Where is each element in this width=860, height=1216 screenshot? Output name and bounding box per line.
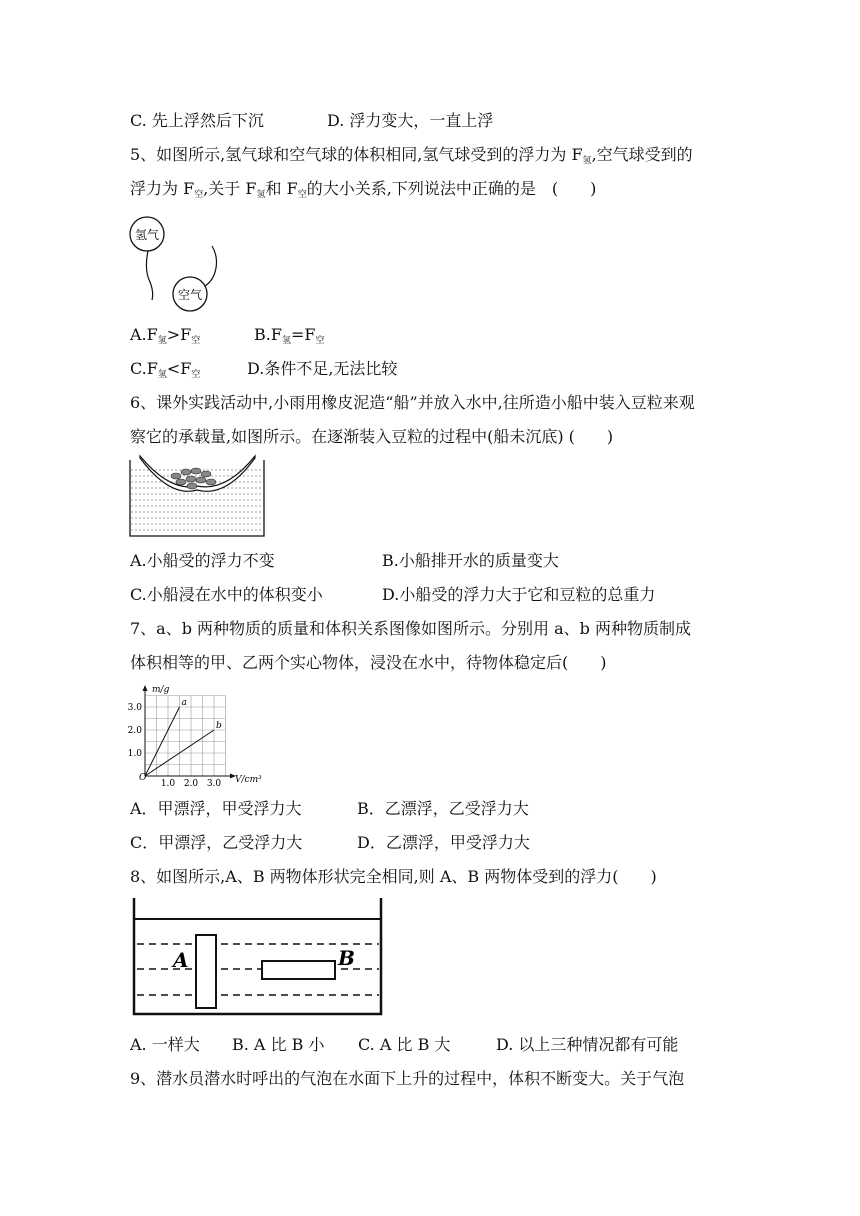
object-b-label: B xyxy=(338,946,355,970)
q9-stem-line1: 9、潜水员潜水时呼出的气泡在水面下上升的过程中，体积不断变大。关于气泡 xyxy=(130,1069,685,1088)
q6-option-c: C.小船浸在水中的体积变小 xyxy=(130,585,323,604)
q6-stem-line1: 6、课外实践活动中,小雨用橡皮泥造“船”并放入水中,往所造小船中装入豆粒来观 xyxy=(130,393,695,412)
q7-stem-line2: 体积相等的甲、乙两个实心物体，浸没在水中，待物体稳定后( ) xyxy=(130,653,607,672)
q7-option-d: D．乙漂浮，甲受浮力大 xyxy=(357,833,530,852)
q7-stem-line1: 7、a、b 两种物质的质量和体积关系图像如图所示。分别用 a、b 两种物质制成 xyxy=(130,619,692,638)
y-tick-label: 2.0 xyxy=(127,726,142,736)
y-axis-arrow xyxy=(143,685,148,691)
q4-option-c: C. 先上浮然后下沉 xyxy=(130,111,264,130)
q6-option-a: A.小船受的浮力不变 xyxy=(130,551,275,570)
q5-option-c: C.F氢<F空 xyxy=(130,359,201,380)
q5-option-d: D.条件不足,无法比较 xyxy=(247,359,398,378)
q8-stem-line1: 8、如图所示,A、B 两物体形状完全相同,则 A、B 两物体受到的浮力( ) xyxy=(130,867,657,886)
q5-option-a: A.F氢>F空 xyxy=(130,325,201,346)
q5-stem-line2: 浮力为 F空,关于 F氢和 F空的大小关系,下列说法中正确的是 ( ) xyxy=(130,179,597,200)
q7-option-a: A．甲漂浮，甲受浮力大 xyxy=(130,799,302,818)
object-a-label: A xyxy=(173,948,189,972)
y-tick-label: 3.0 xyxy=(127,703,142,713)
air-balloon-string xyxy=(205,246,217,286)
q4-option-d: D. 浮力变大，一直上浮 xyxy=(327,111,494,130)
q6-option-b: B.小船排开水的质量变大 xyxy=(382,551,559,570)
hydrogen-balloon-string xyxy=(146,251,152,300)
q7-option-c: C．甲漂浮，乙受浮力大 xyxy=(130,833,303,852)
hydrogen-balloon-label: 氢气 xyxy=(134,228,160,242)
x-tick-label: 3.0 xyxy=(206,779,222,789)
y-axis-label: m/g xyxy=(152,685,170,695)
series-label-a: a xyxy=(181,698,187,708)
q5-stem-line1: 5、如图所示,氢气球和空气球的体积相同,氢气球受到的浮力为 F氢,空气球受到的 xyxy=(130,145,693,166)
q6-option-d: D.小船受的浮力大于它和豆粒的总重力 xyxy=(382,585,656,604)
q8-option-d: D. 以上三种情况都有可能 xyxy=(496,1035,679,1054)
q8-container-figure xyxy=(133,897,383,1017)
object-b xyxy=(262,961,335,979)
x-tick-label: 2.0 xyxy=(183,779,199,789)
q8-option-b: B. A 比 B 小 xyxy=(232,1035,325,1054)
air-balloon-label: 空气 xyxy=(177,288,203,302)
object-a xyxy=(196,935,216,1008)
q7-option-b: B．乙漂浮，乙受浮力大 xyxy=(357,799,529,818)
series-label-b: b xyxy=(216,721,222,731)
q6-stem-line2: 察它的承载量,如图所示。在逐渐装入豆粒的过程中(船未沉底) ( ) xyxy=(130,427,614,446)
q7-mass-volume-chart xyxy=(125,682,265,787)
origin-label: O xyxy=(139,773,147,783)
q5-option-b: B.F氢=F空 xyxy=(254,325,325,346)
q8-option-a: A. 一样大 xyxy=(130,1035,200,1054)
y-tick-label: 1.0 xyxy=(127,749,142,759)
x-axis-label: V/cm³ xyxy=(235,775,262,785)
q8-option-c: C. A 比 B 大 xyxy=(358,1035,451,1054)
q5-balloon-figure xyxy=(126,212,236,312)
q6-boat-figure xyxy=(130,458,265,538)
x-tick-label: 1.0 xyxy=(160,779,176,789)
